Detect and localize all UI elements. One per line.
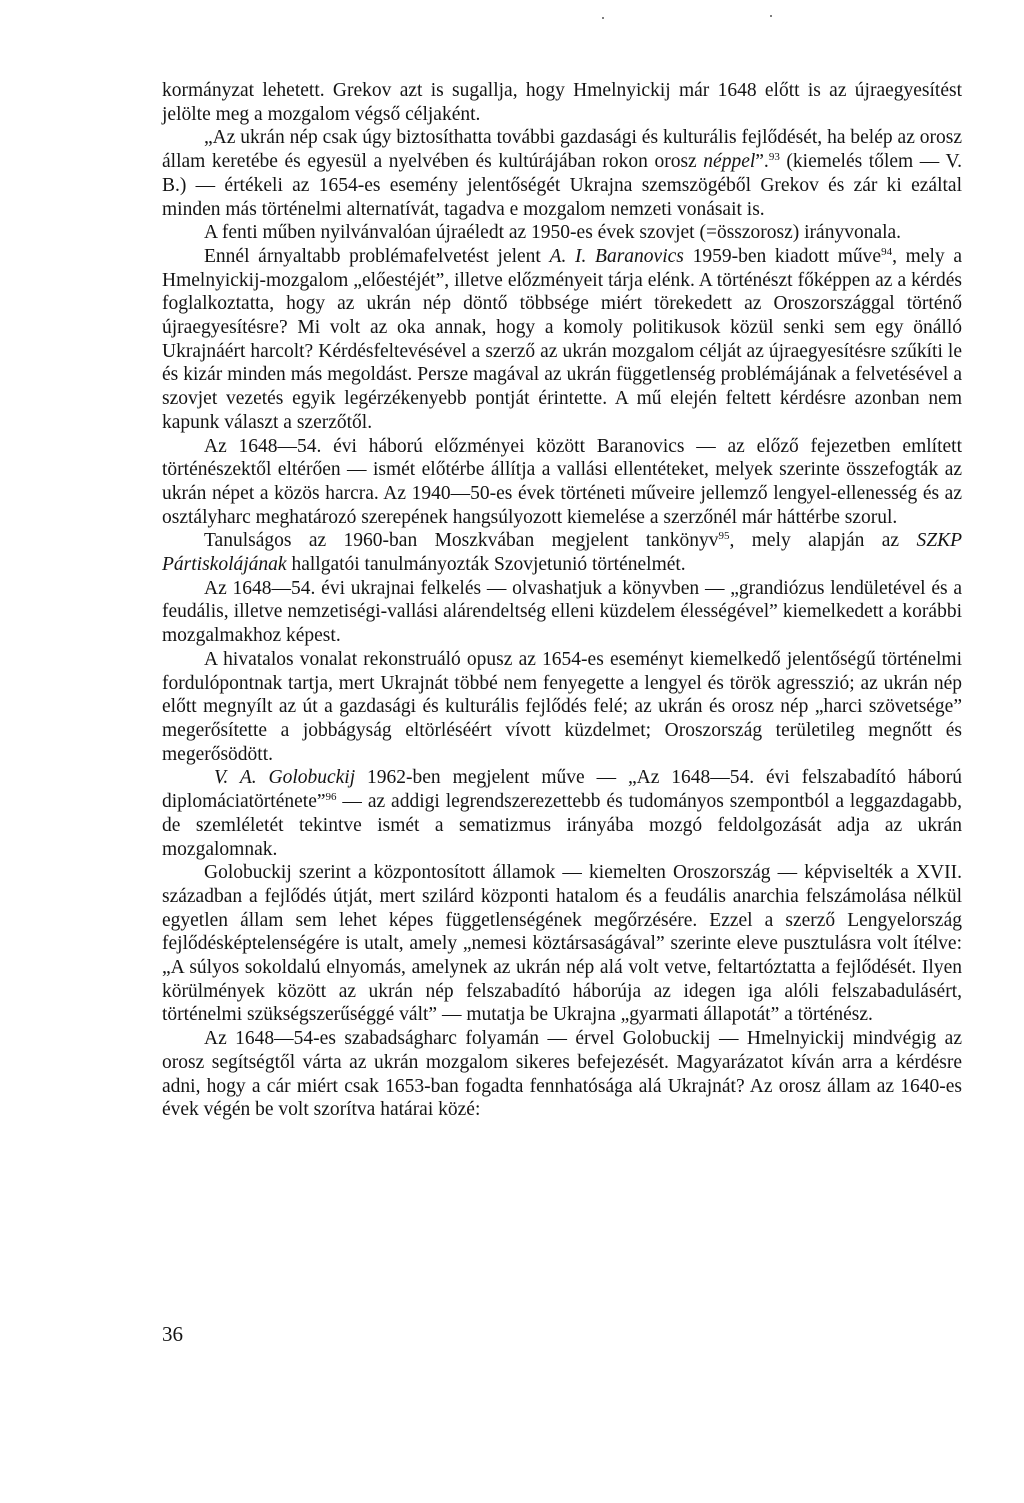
- text-run: Az 1648—54. évi ukrajnai felkelés — olvashatjuk a könyvben — „grandiózus lendületével és a feudális, illetve nemzetiségi-vallási alárendeltség elleni küzdelem élességével” kiemelkedett a korábbi mozgalmakhoz képest.: [162, 577, 962, 647]
- italic-text: A. I. Baranovics: [549, 245, 684, 267]
- italic-text: SZKP Pártiskolájának: [162, 530, 962, 576]
- body-text: [162, 79, 962, 1122]
- text-run: A fenti műben nyilvánvalóan újraéledt az 1950-es évek szovjet (=összorosz) irányvonala.: [204, 222, 902, 244]
- text-run: Ennél árnyaltabb problémafelvetést jelent: [204, 245, 550, 267]
- text-run: A hivatalos vonalat rekonstruáló opusz az 1654-es eseményt kiemelkedő jelentőségű történelmi fordulópontnak tartja, mert Ukrajnát többé nem fenyegette a lengyel és török agresszió; az ukrán nép előtt megnyílt az út a gazdasági és kulturális fejlődés felé; az ukrán és orosz nép „harci szövetsége” megerősítette a jobbágyság eltörléséért vívott küzdelmet; Oroszország területileg megnőtt és megerősödött.: [162, 648, 962, 765]
- italic-text: V. A. Golobuckij: [214, 767, 356, 789]
- paragraph: [162, 529, 962, 576]
- footnote-ref: 96: [325, 791, 337, 804]
- text-run: , mely a Hmelnyickij-mozgalom „előestéjét”, illetve előzményeit tárja elénk. A történészt főképpen az a kérdés foglalkoztatta, hogy az ukrán nép döntő többsége miért törekedett az Oroszországgal történő újraegyesítésre? Mi volt az oka annak, hogy a komoly politikusok közül senki sem egy önálló Ukrajnáért harcolt? Kérdésfeltevésével a szerző az ukrán mozgalom célját az újraegyesítésre szűkíti le és kizár minden más megoldást. Persze magával az ukrán függetlenség problémájának a felvetésével a szovjet vezetés egyik legérzékenyebb pontját érintette. A mű elején feltett kérdésre azonban nem kapunk választ a szerzőtől.: [162, 245, 962, 433]
- print-speck: [602, 17, 604, 19]
- paragraph: [162, 766, 962, 861]
- text-run: Tanulságos az 1960-ban Moszkvában megjelent tankönyv: [204, 530, 719, 552]
- paragraph: [162, 79, 962, 126]
- print-speck: [770, 15, 772, 17]
- text-run: 1962-ben megjelent műve — „Az 1648—54. évi felszabadító háború diplomáciatörténete”: [162, 767, 962, 813]
- paragraph: [162, 861, 962, 1027]
- text-run: , mely alapján az: [729, 530, 917, 552]
- text-run: Az 1648—54-es szabadságharc folyamán — érvel Golobuckij — Hmelnyickij mindvégig az orosz segítségtől várta az ukrán mozgalom sikeres befejezését. Magyarázatot kíván arra a kérdésre adni, hogy a cár miért csak 1653-ban fogadta fennhatósága alá Ukrajnát? Az orosz állam az 1640-es évek végén be volt szorítva határai közé:: [162, 1028, 962, 1121]
- paragraph: [162, 648, 962, 767]
- italic-text: néppel: [703, 151, 756, 173]
- paragraph: [162, 245, 962, 435]
- footnote-ref: 93: [768, 151, 780, 164]
- text-run: „Az ukrán nép csak úgy biztosíthatta további gazdasági és kulturális fejlődését, ha belép az orosz állam keretébe és egyesül a nyelvében és kultúrájában rokon orosz: [162, 127, 962, 173]
- paragraph: [162, 221, 962, 245]
- text-run: 1959-ben kiadott műve: [683, 245, 882, 267]
- paragraph: [162, 577, 962, 648]
- text-run: ”.: [755, 151, 769, 173]
- text-run: kormányzat lehetett. Grekov azt is sugallja, hogy Hmelnyickij már 1648 előtt is az újraegyesítést jelölte meg a mozgalom végső céljaként.: [162, 80, 962, 125]
- text-run: hallgatói tanulmányozták Szovjetunió történelmét.: [286, 554, 686, 576]
- page-number: 36: [162, 1322, 183, 1346]
- paragraph: [162, 435, 962, 530]
- text-run: (kiemelés tőlem — V. B.) — értékeli az 1654-es esemény jelentőségét Ukrajna szemszögéből Grekov és zár ki ezáltal minden más történelmi alternatívát, tagadva e mozgalom nemzeti vonásait is.: [162, 151, 962, 220]
- text-run: Golobuckij szerint a központosított államok — kiemelten Oroszország — képviselték a XVII. században a fejlődés útját, mert szilárd központi hatalom és a feudális anarchia felszámolása nélkül egyetlen állam sem lehet képes függetlenségének megőrzésére. Ezzel a szerző Lengyelország fejlődésképtelenségére is utalt, amely „nemesi köztársaságával” szerinte eleve pusztulásra volt ítélve: „A súlyos sokoldalú elnyomás, amelynek az ukrán nép alá volt vetve, feltartóztatta a fejlődését. Ilyen körülmények között az ukrán nép felszabadító háborúja az idegen iga alóli felszabadulásért, történelmi szükségszerűséggé vált” — mutatja be Ukrajna „gyarmati állapotát” a történész.: [162, 862, 962, 1026]
- text-run: Az 1648—54. évi háború előzményei között Baranovics — az előző fejezetben említett történészektől eltérően — ismét előtérbe állítja a vallási ellentéteket, melyek szerinte összefogták az ukrán népet a közös harcra. Az 1940—50-es évek történeti műveire jellemző lengyel-ellenesség és az osztályharc meghatározó szerepének hangsúlyozott kiemelése a szerzőnél már háttérbe szorul.: [162, 435, 962, 528]
- text-run: — az addigi legrendszerezettebb és tudományos szempontból a leggazdagabb, de szemléletét tekintve ismét a sematizmus irányába mozgó feldolgozását adja az ukrán mozgalomnak.: [162, 791, 962, 860]
- paragraph: [162, 126, 962, 221]
- paragraph: [162, 1027, 962, 1122]
- footnote-ref: 95: [718, 530, 730, 543]
- footnote-ref: 94: [881, 245, 893, 258]
